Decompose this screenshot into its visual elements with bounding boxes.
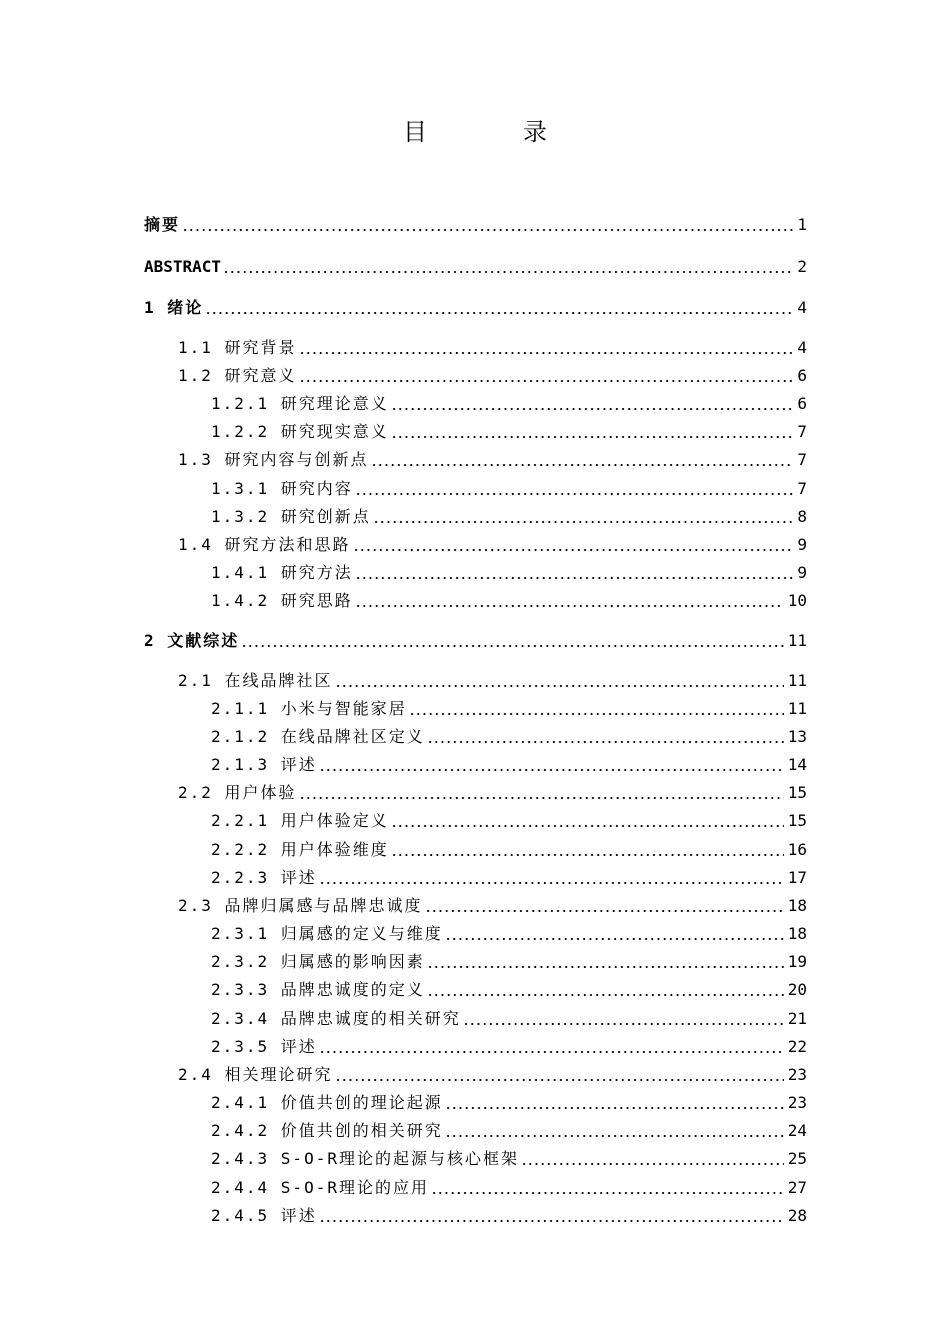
toc-entry-1-3[interactable] [178,447,807,473]
toc-entry-page: 21 [787,1009,807,1028]
toc-entry-page: 4 [797,338,807,357]
dot-leader [319,1051,784,1053]
toc-entry-2-3[interactable] [178,893,807,919]
toc-entry-label: 2.1 在线品牌社区 [178,671,333,690]
toc-entry-label: 2.4.4 S-O-R理论的应用 [211,1178,429,1197]
dot-leader [427,741,784,743]
dot-leader [431,1192,784,1194]
toc-entry-2-3-3[interactable] [211,977,807,1003]
toc-entry-page: 15 [787,783,807,802]
toc-entry-label: 2.3.2 归属感的影响因素 [211,952,425,971]
toc-entry-page: 19 [787,952,807,971]
toc-entry-abstract-cn[interactable] [144,212,807,238]
toc-entry-page: 14 [787,755,807,774]
toc-entry-label: 2.1.2 在线品牌社区定义 [211,727,425,746]
toc-entry-page: 11 [787,671,807,690]
toc-entry-chapter-2[interactable] [144,628,807,654]
toc-entry-2-4-5[interactable] [211,1203,807,1229]
dot-leader [299,797,784,799]
dot-leader [521,1163,784,1165]
toc-entry-label: 1 绪论 [144,298,204,317]
toc-entry-2-1-2[interactable] [211,724,807,750]
toc-entry-1-2[interactable] [178,363,807,389]
toc-entry-page: 20 [787,980,807,999]
toc-entry-page: 7 [797,450,807,469]
dot-leader [299,352,794,354]
toc-entry-page: 17 [787,868,807,887]
dot-leader [182,229,793,231]
toc-entry-2-2-3[interactable] [211,865,807,891]
toc-entry-label: 2.4 相关理论研究 [178,1065,333,1084]
dot-leader [205,312,793,314]
toc-entry-chapter-1[interactable] [144,295,807,321]
toc-entry-page: 9 [797,535,807,554]
toc-entry-page: 2 [797,257,807,276]
toc-entry-label: 1.4.2 研究思路 [211,591,353,610]
toc-entry-1-4-1[interactable] [211,560,807,586]
toc-entry-label: 2.4.3 S-O-R理论的起源与核心框架 [211,1149,519,1168]
toc-entry-page: 1 [797,215,807,234]
toc-entry-label: 1.2 研究意义 [178,366,297,385]
toc-entry-label: 2.4.2 价值共创的相关研究 [211,1121,443,1140]
toc-entry-page: 4 [797,298,807,317]
dot-leader [427,994,784,996]
toc-entry-1-2-1[interactable] [211,391,807,417]
toc-entry-label: 1.1 研究背景 [178,338,297,357]
page-title: 目 录 [403,118,583,146]
dot-leader [335,1079,784,1081]
toc-entry-label: 2.3.5 评述 [211,1037,317,1056]
toc-entry-page: 8 [797,507,807,526]
toc-entry-label: 1.4 研究方法和思路 [178,535,351,554]
toc-entry-label: 2.2.1 用户体验定义 [211,811,389,830]
toc-entry-page: 18 [787,924,807,943]
toc-entry-2-1-1[interactable] [211,696,807,722]
toc-entry-2-4-2[interactable] [211,1118,807,1144]
toc-entry-label: 2.1.1 小米与智能家居 [211,699,407,718]
toc-entry-page: 7 [797,422,807,441]
toc-entry-label: 2.3.3 品牌忠诚度的定义 [211,980,425,999]
dot-leader [299,380,794,382]
toc-entry-1-2-2[interactable] [211,419,807,445]
toc-entry-1-1[interactable] [178,335,807,361]
toc-entry-2-4[interactable] [178,1062,807,1088]
dot-leader [319,1220,784,1222]
toc-entry-label: 1.2.1 研究理论意义 [211,394,389,413]
dot-leader [319,882,784,884]
dot-leader [391,825,784,827]
toc-entry-label: 2.1.3 评述 [211,755,317,774]
dot-leader [445,1107,784,1109]
toc-entry-2-3-4[interactable] [211,1006,807,1032]
toc-entry-2-1[interactable] [178,668,807,694]
toc-entry-2-3-5[interactable] [211,1034,807,1060]
toc-entry-2-4-4[interactable] [211,1175,807,1201]
dot-leader [223,271,793,273]
toc-entry-page: 9 [797,563,807,582]
toc-entry-1-4-2[interactable] [211,588,807,614]
toc-entry-label: 2.4.5 评述 [211,1206,317,1225]
dot-leader [355,577,794,579]
toc-entry-2-4-1[interactable] [211,1090,807,1116]
dot-leader [391,854,784,856]
toc-entry-page: 16 [787,840,807,859]
toc-entry-label: 2.2 用户体验 [178,783,297,802]
toc-entry-2-3-2[interactable] [211,949,807,975]
toc-entry-2-1-3[interactable] [211,752,807,778]
dot-leader [371,464,794,466]
toc-entry-page: 22 [787,1037,807,1056]
toc-entry-label: 1.3.1 研究内容 [211,479,353,498]
toc-entry-label: 2.2.2 用户体验维度 [211,840,389,859]
toc-entry-page: 6 [797,394,807,413]
toc-entry-2-2[interactable] [178,780,807,806]
toc-entry-page: 23 [787,1065,807,1084]
toc-entry-label: 2.4.1 价值共创的理论起源 [211,1093,443,1112]
toc-entry-page: 24 [787,1121,807,1140]
toc-entry-label: 1.3 研究内容与创新点 [178,450,369,469]
dot-leader [355,605,784,607]
toc-entry-label: 2.3.1 归属感的定义与维度 [211,924,443,943]
toc-entry-2-3-1[interactable] [211,921,807,947]
toc-entry-2-2-2[interactable] [211,837,807,863]
toc-entry-page: 10 [787,591,807,610]
toc-entry-label: 1.3.2 研究创新点 [211,507,371,526]
toc-entry-label: 2.3 品牌归属感与品牌忠诚度 [178,896,423,915]
dot-leader [241,645,783,647]
toc-entry-1-4[interactable] [178,532,807,558]
toc-entry-label: ABSTRACT [144,257,222,276]
toc-entry-label: 1.2.2 研究现实意义 [211,422,389,441]
toc-entry-page: 6 [797,366,807,385]
toc-entry-1-3-2[interactable] [211,504,807,530]
dot-leader [335,685,784,687]
dot-leader [373,521,794,523]
toc-entry-page: 18 [787,896,807,915]
dot-leader [353,549,794,551]
toc-entry-page: 11 [787,631,807,650]
dot-leader [445,938,784,940]
toc-entry-page: 15 [787,811,807,830]
dot-leader [391,408,794,410]
toc-entry-2-2-1[interactable] [211,808,807,834]
dot-leader [391,436,794,438]
dot-leader [445,1135,784,1137]
toc-entry-label: 摘要 [144,215,181,234]
toc-entry-label: 2.3.4 品牌忠诚度的相关研究 [211,1009,461,1028]
toc-entry-label: 2 文献综述 [144,631,240,650]
dot-leader [463,1023,784,1025]
toc-entry-page: 7 [797,479,807,498]
toc-entry-page: 13 [787,727,807,746]
dot-leader [425,910,784,912]
dot-leader [319,769,784,771]
dot-leader [427,966,784,968]
toc-entry-page: 27 [787,1178,807,1197]
toc-entry-abstract-en[interactable] [144,254,807,280]
toc-entry-page: 25 [787,1149,807,1168]
dot-leader [409,713,784,715]
toc-entry-label: 1.4.1 研究方法 [211,563,353,582]
toc-entry-label: 2.2.3 评述 [211,868,317,887]
toc-entry-page: 28 [787,1206,807,1225]
toc-entry-page: 11 [787,699,807,718]
toc-entry-page: 23 [787,1093,807,1112]
dot-leader [355,493,794,495]
toc-entry-1-3-1[interactable] [211,476,807,502]
toc-entry-2-4-3[interactable] [211,1146,807,1172]
